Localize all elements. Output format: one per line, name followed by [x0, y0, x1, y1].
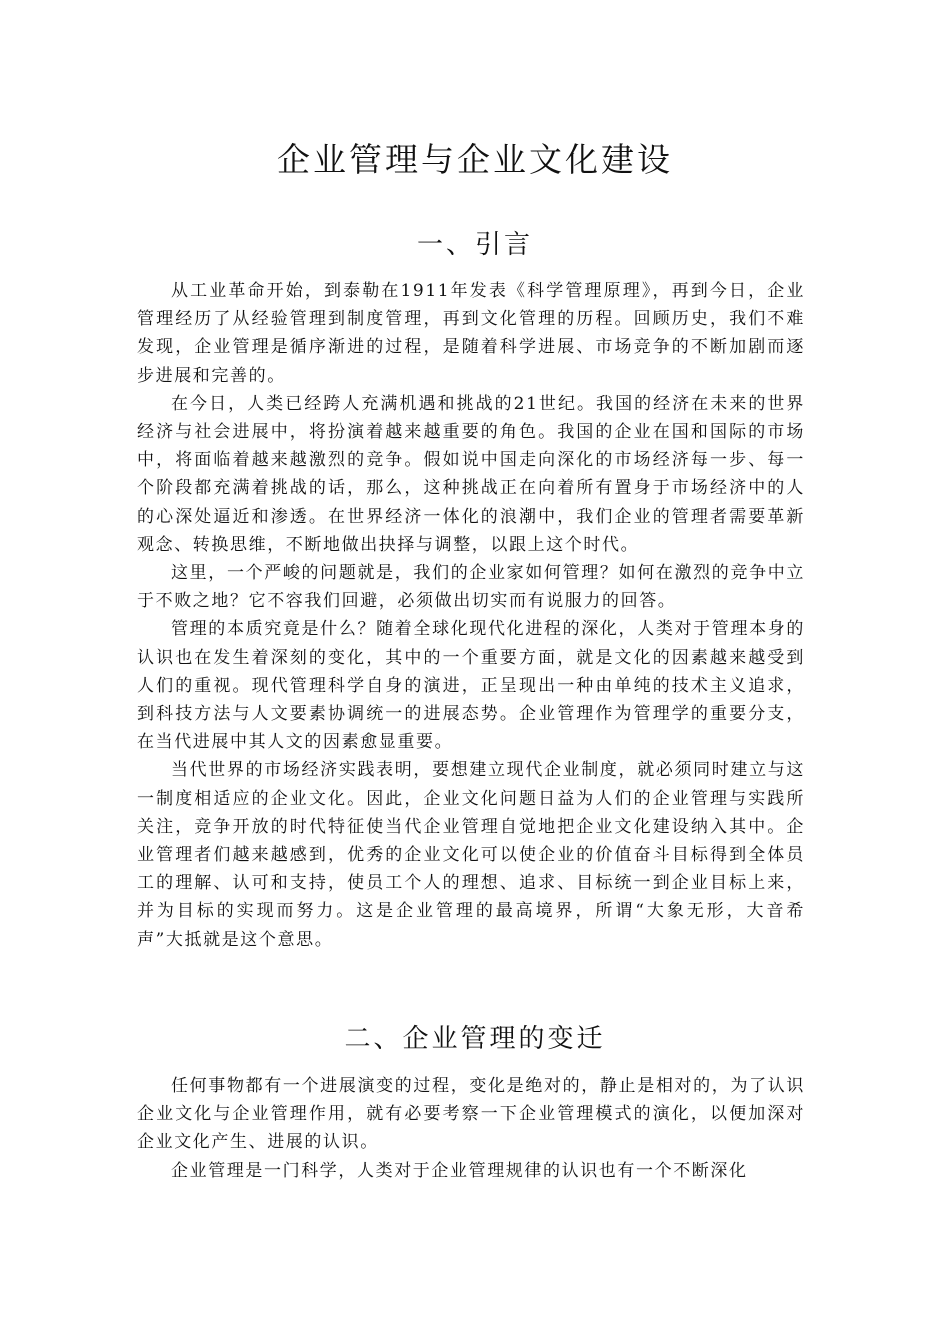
document-title: 企业管理与企业文化建设 — [277, 140, 673, 179]
paragraph: 当代世界的市场经济实践表明，要想建立现代企业制度，就必须同时建立与这一制度相适应的企业文化。因此，企业文化问题日益为人们的企业管理与实践所关注，竞争开放的时代特征使当代企业管理自觉地把企业文化建设纳入其中。企业管理者们越来越感到，优秀的企业文化可以使企业的价值奋斗目标得到全体员工的理解、认可和支持，使员工个人的理想、追求、目标统一到企业目标上来，并为目标的实现而努力。这是企业管理的最高境界，所谓“大象无形，大音希声”大抵就是这个意思。 — [137, 760, 805, 950]
paragraph: 在今日，人类已经跨人充满机遇和挑战的21世纪。我国的经济在未来的世界经济与社会进展中，将扮演着越来越重要的角色。我国的企业在国和国际的市场中，将面临着越来越激烈的竞争。假如说中国走向深化的市场经济每一步、每一个阶段都充满着挑战的话，那么，这种挑战正在向着所有置身于市场经济中的人的心深处逼近和渗透。在世界经济一体化的浪潮中，我们企业的管理者需要革新观念、转换思维，不断地做出抉择与调整，以跟上这个时代。 — [137, 393, 805, 555]
paragraph: 这里，一个严峻的问题就是，我们的企业家如何管理？如何在激烈的竞争中立于不败之地？它不容我们回避，必须做出切实而有说服力的回答。 — [137, 563, 805, 612]
section-heading-management-evolution: 二、企业管理的变迁 — [344, 1024, 606, 1054]
section-body-management-evolution — [137, 1072, 805, 1185]
paragraph: 管理的本质究竟是什么？随着全球化现代化进程的深化，人类对于管理本身的认识也在发生着深刻的变化，其中的一个重要方面，就是文化的因素越来越受到人们的重视。现代管理科学自身的演进，正呈现出一种由单纯的技术主义追求，到科技方法与人文要素协调统一的进展态势。企业管理作为管理学的重要分支，在当代进展中其人文的因素愈显重要。 — [137, 619, 805, 753]
paragraph: 从工业革命开始，到泰勒在1911年发表《科学管理原理》，再到今日，企业管理经历了从经验管理到制度管理，再到文化管理的历程。回顾历史，我们不难发现，企业管理是循序渐进的过程，是随着科学进展、市场竞争的不断加剧而逐步进展和完善的。 — [137, 281, 805, 386]
section-body-introduction — [137, 277, 805, 954]
paragraph: 企业管理是一门科学，人类对于企业管理规律的认识也有一个不断深化 — [171, 1160, 748, 1181]
section-heading-introduction: 一、引言 — [416, 230, 533, 260]
paragraph: 任何事物都有一个进展演变的过程，变化是绝对的，静止是相对的，为了认识企业文化与企业管理作用，就有必要考察一下企业管理模式的演化，以便加深对企业文化产生、进展的认识。 — [137, 1076, 805, 1153]
